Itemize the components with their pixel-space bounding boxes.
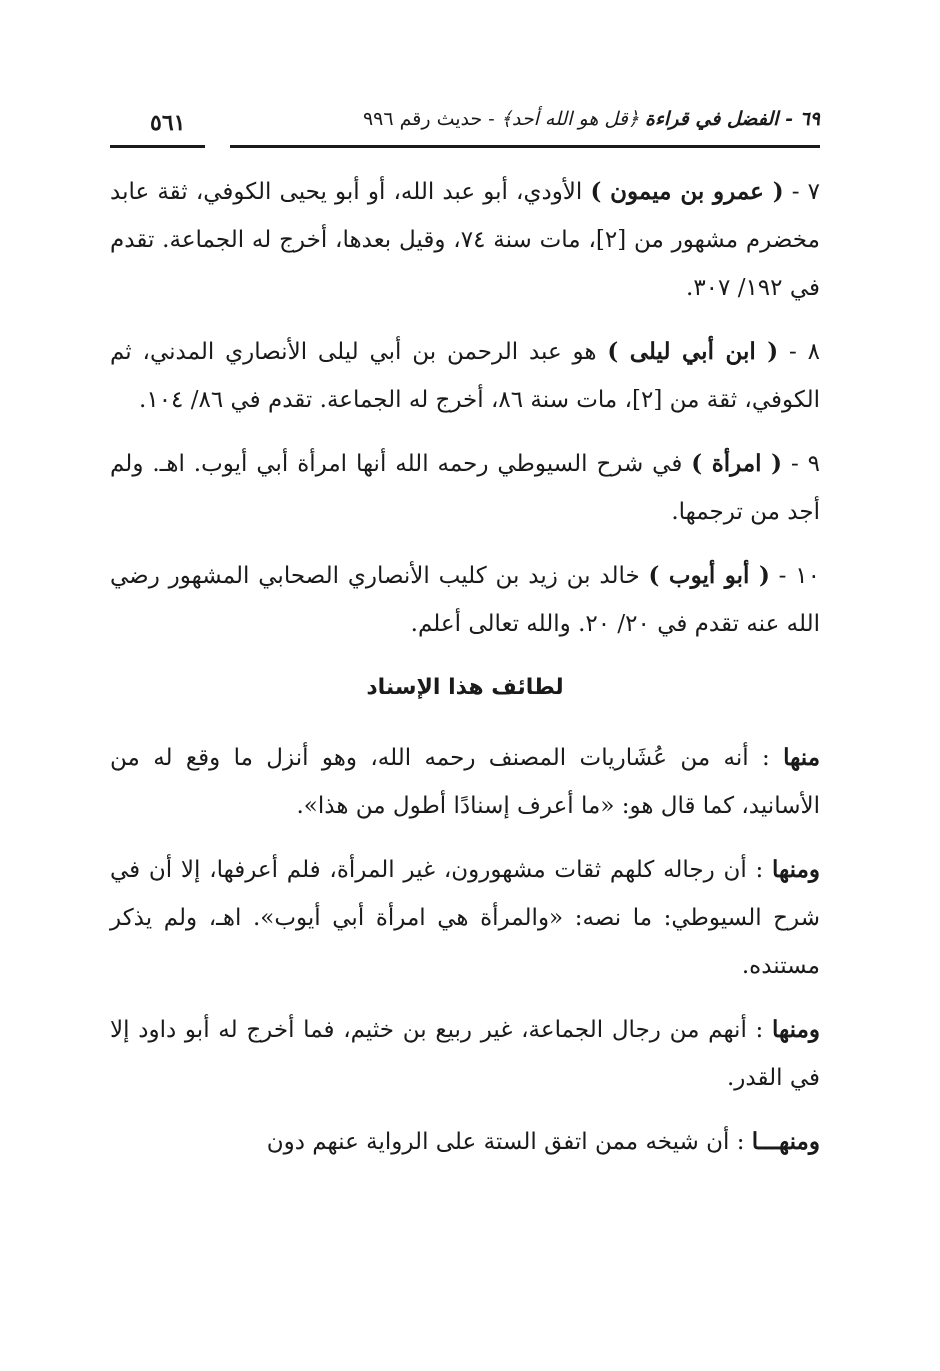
header-title xyxy=(230,108,820,130)
remark-text: : أن رجاله كلهم ثقات مشهورون، غير المرأة، فلم أعرفها، إلا أن في شرح السيوطي: ما نصه: «والمرأة هي امرأة أبي أيوب». اهـ، ولم يذكر مستنده. xyxy=(110,857,820,979)
entry-text: في شرح السيوطي رحمه الله أنها امرأة أبي أيوب. اهـ. ولم أجد من ترجمها. xyxy=(110,451,820,525)
narrator-name: ( امرأة ) xyxy=(691,450,783,477)
entry-paragraph xyxy=(110,328,820,424)
entry-text: هو عبد الرحمن بن أبي ليلى الأنصاري المدني، ثم الكوفي، ثقة من [٢]، مات سنة ٨٦، أخرج له الجماعة. تقدم في ٨٦/ ١٠٤. xyxy=(110,339,820,413)
running-header xyxy=(110,108,820,158)
remark-paragraph xyxy=(110,1006,820,1102)
header-sura: ﴿قل هو الله أحد﴾ xyxy=(500,108,639,130)
narrator-name: ( ابن أبي ليلى ) xyxy=(607,338,779,365)
entry-number: ٧ - xyxy=(791,179,820,205)
remark-lead: ومنها xyxy=(772,1016,820,1043)
header-rule xyxy=(230,145,820,148)
entry-number: ٨ - xyxy=(789,339,820,365)
entry-number: ٩ - xyxy=(790,451,820,477)
entry-text: خالد بن زيد بن كليب الأنصاري الصحابي المشهور رضي الله عنه تقدم في ٢٠/ ٢٠. والله تعالى أعلم. xyxy=(110,563,820,637)
entry-text: الأودي، أبو عبد الله، أو أبو يحيى الكوفي، ثقة عابد مخضرم مشهور من [٢]، مات سنة ٧٤، وقيل بعدها، أخرج له الجماعة. تقدم في ١٩٢/ ٣٠٧. xyxy=(110,179,820,301)
narrator-name: ( أبو أيوب ) xyxy=(648,562,770,589)
remark-paragraph xyxy=(110,1118,820,1166)
remark-lead: منها xyxy=(783,744,821,771)
entry-number: ١٠ - xyxy=(778,563,820,589)
page-number: ٥٦١ xyxy=(150,110,186,136)
narrator-name: ( عمرو بن ميمون ) xyxy=(590,178,784,205)
remark-lead: ومنهـــا xyxy=(751,1128,820,1155)
section-heading: لطائف هذا الإسناد xyxy=(366,675,564,700)
remark-lead: ومنها xyxy=(772,856,821,883)
remark-text: : أنهم من رجال الجماعة، غير ربيع بن خثيم، فما أخرج له أبو داود إلا في القدر. xyxy=(110,1017,820,1091)
header-hadith: - حديث رقم ٩٩٦ xyxy=(362,108,495,130)
remark-paragraph xyxy=(110,846,820,990)
entry-paragraph xyxy=(110,440,820,536)
entry-paragraph xyxy=(110,168,820,312)
remark-text: : أنه من عُشَاريات المصنف رحمه الله، وهو أنزل ما وقع له من الأسانيد، كما قال هو: «ما أعرف إسنادًا أطول من هذا». xyxy=(110,745,820,819)
remark-paragraph xyxy=(110,734,820,830)
entry-paragraph xyxy=(110,552,820,648)
header-chapter: ٦٩ - الفضل في قراءة xyxy=(645,108,820,130)
page-number-rule xyxy=(110,145,205,148)
page-body xyxy=(110,168,820,1182)
remark-text: : أن شيخه ممن اتفق الستة على الرواية عنهم دون xyxy=(266,1129,745,1155)
